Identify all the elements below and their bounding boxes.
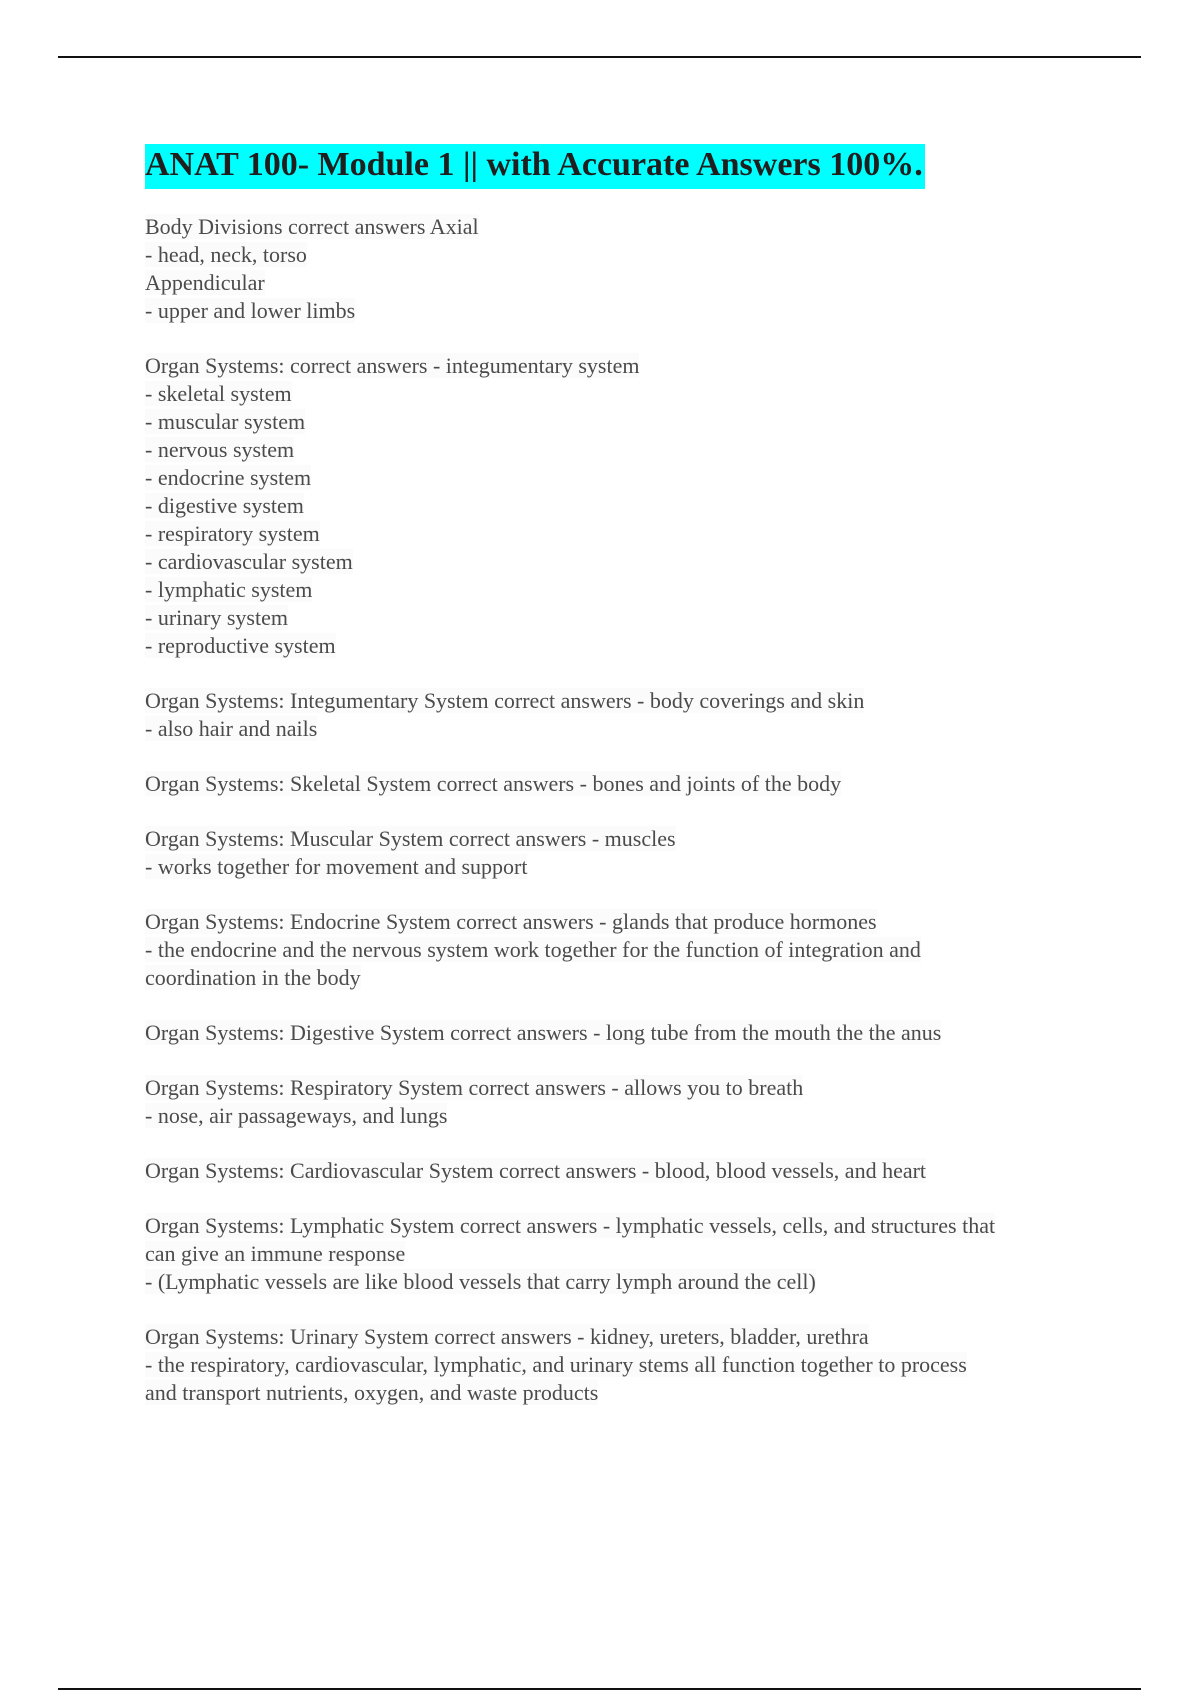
qa-line-text: - skeletal system bbox=[145, 381, 292, 406]
qa-line bbox=[145, 1157, 1105, 1185]
qa-line bbox=[145, 853, 1105, 881]
qa-line-text: Organ Systems: Respiratory System correct answers - allows you to breath bbox=[145, 1075, 804, 1100]
qa-line bbox=[145, 1019, 1105, 1047]
qa-line bbox=[145, 492, 1105, 520]
qa-item bbox=[145, 825, 1105, 881]
qa-line-text: Organ Systems: correct answers - integumentary system bbox=[145, 353, 640, 378]
document-title: ANAT 100- Module 1 || with Accurate Answers 100%. bbox=[145, 144, 925, 189]
qa-line-text: - digestive system bbox=[145, 493, 304, 518]
qa-line-text: Organ Systems: Urinary System correct answers - kidney, ureters, bladder, urethra bbox=[145, 1324, 869, 1349]
qa-line-text: - urinary system bbox=[145, 605, 288, 630]
qa-line-text: - endocrine system bbox=[145, 465, 312, 490]
qa-line bbox=[145, 464, 1105, 492]
qa-line bbox=[145, 604, 1105, 632]
qa-line bbox=[145, 576, 1105, 604]
qa-line bbox=[145, 408, 1105, 436]
qa-line bbox=[145, 241, 1105, 269]
qa-item bbox=[145, 908, 1105, 992]
footer-rule bbox=[58, 1688, 1141, 1690]
qa-line-text: - head, neck, torso bbox=[145, 242, 307, 267]
qa-line-text: - the endocrine and the nervous system work together for the function of integration and bbox=[145, 937, 921, 962]
qa-line-text: Appendicular bbox=[145, 270, 265, 295]
qa-line-text: Organ Systems: Skeletal System correct answers - bones and joints of the body bbox=[145, 771, 842, 796]
qa-line bbox=[145, 548, 1105, 576]
qa-line bbox=[145, 269, 1105, 297]
qa-line bbox=[145, 213, 1105, 241]
qa-item bbox=[145, 1074, 1105, 1130]
qa-line-text: - cardiovascular system bbox=[145, 549, 353, 574]
qa-line bbox=[145, 908, 1105, 936]
qa-line bbox=[145, 1102, 1105, 1130]
qa-line bbox=[145, 964, 1105, 992]
qa-line-text: - respiratory system bbox=[145, 521, 320, 546]
qa-line bbox=[145, 436, 1105, 464]
qa-item bbox=[145, 213, 1105, 325]
qa-line-text: - nervous system bbox=[145, 437, 295, 462]
qa-line-text: - muscular system bbox=[145, 409, 306, 434]
qa-line-text: Organ Systems: Digestive System correct answers - long tube from the mouth the the anus bbox=[145, 1020, 942, 1045]
qa-line-text: - nose, air passageways, and lungs bbox=[145, 1103, 448, 1128]
qa-line-text: - the respiratory, cardiovascular, lymphatic, and urinary stems all function together to process bbox=[145, 1352, 967, 1377]
qa-line-text: Organ Systems: Muscular System correct answers - muscles bbox=[145, 826, 676, 851]
qa-list bbox=[145, 213, 1105, 1407]
qa-line bbox=[145, 520, 1105, 548]
qa-line bbox=[145, 715, 1105, 743]
qa-line-text: - also hair and nails bbox=[145, 716, 318, 741]
qa-line-text: can give an immune response bbox=[145, 1241, 406, 1266]
qa-item bbox=[145, 770, 1105, 798]
qa-line-text: Body Divisions correct answers Axial bbox=[145, 214, 479, 239]
qa-line-text: Organ Systems: Lymphatic System correct answers - lymphatic vessels, cells, and structures that bbox=[145, 1213, 996, 1238]
qa-line-text: and transport nutrients, oxygen, and waste products bbox=[145, 1380, 599, 1405]
document-page bbox=[145, 144, 1105, 1434]
qa-line bbox=[145, 632, 1105, 660]
qa-line-text: Organ Systems: Endocrine System correct answers - glands that produce hormones bbox=[145, 909, 877, 934]
qa-line bbox=[145, 352, 1105, 380]
qa-line bbox=[145, 936, 1105, 964]
qa-line-text: - works together for movement and support bbox=[145, 854, 528, 879]
qa-line-text: - upper and lower limbs bbox=[145, 298, 356, 323]
qa-line-text: - reproductive system bbox=[145, 633, 336, 658]
qa-line bbox=[145, 297, 1105, 325]
qa-line bbox=[145, 1379, 1105, 1407]
header-rule bbox=[58, 56, 1141, 58]
qa-item bbox=[145, 1323, 1105, 1407]
qa-line bbox=[145, 1351, 1105, 1379]
qa-line bbox=[145, 825, 1105, 853]
qa-item bbox=[145, 1157, 1105, 1185]
qa-item bbox=[145, 352, 1105, 660]
qa-line bbox=[145, 1240, 1105, 1268]
qa-line-text: coordination in the body bbox=[145, 965, 361, 990]
qa-line-text: - (Lymphatic vessels are like blood vessels that carry lymph around the cell) bbox=[145, 1269, 816, 1294]
qa-line bbox=[145, 1212, 1105, 1240]
qa-item bbox=[145, 1212, 1105, 1296]
qa-line bbox=[145, 1323, 1105, 1351]
qa-item bbox=[145, 1019, 1105, 1047]
qa-line-text: Organ Systems: Cardiovascular System correct answers - blood, blood vessels, and heart bbox=[145, 1158, 927, 1183]
qa-line bbox=[145, 770, 1105, 798]
qa-line bbox=[145, 687, 1105, 715]
qa-line bbox=[145, 380, 1105, 408]
qa-item bbox=[145, 687, 1105, 743]
qa-line bbox=[145, 1268, 1105, 1296]
qa-line bbox=[145, 1074, 1105, 1102]
qa-line-text: - lymphatic system bbox=[145, 577, 313, 602]
qa-line-text: Organ Systems: Integumentary System correct answers - body coverings and skin bbox=[145, 688, 865, 713]
